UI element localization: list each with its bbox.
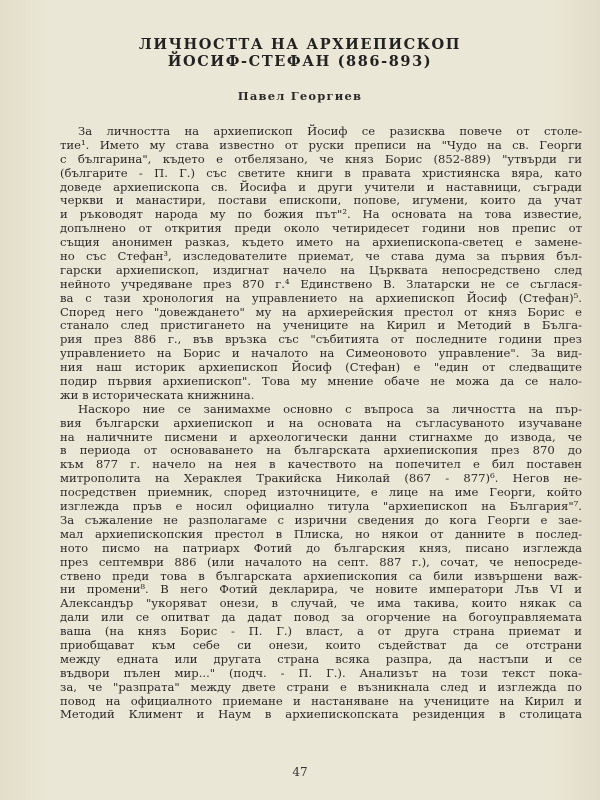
article-title-line-1: ЛИЧНОСТТА НА АРХИЕПИСКОП — [138, 36, 462, 53]
article-body — [60, 125, 582, 722]
text-line: митрополита на Хераклея Тракийска Николай (867 - 877)⁶. Негов не- — [60, 471, 582, 486]
text-line: Александър "укоряват онези, в случай, че има такива, които някак са — [60, 596, 582, 611]
text-line: рия през 886 г., във връзка със "събитията от последните години през — [60, 332, 582, 347]
text-line: доведе архиепископа св. Йосифа и други учители и наставници, съгради — [60, 179, 582, 194]
article-author: Павел Георгиев — [237, 89, 363, 103]
text-line: изглежда пръв е носил официално титула "архиепископ на България"⁷. — [60, 499, 582, 514]
text-line: ваша (на княз Борис - П. Г.) власт, а от друга страна приемат и — [60, 624, 582, 639]
text-line: Наскоро ние се занимахме основно с въпроса за личността на пър- — [78, 401, 582, 416]
text-line: гарски архиепископ, издигнат начело на Църквата непосредствено след — [60, 262, 582, 277]
text-line: жи в историческата книжнина. — [60, 387, 255, 402]
text-line: ния наш историк архиепископ Йосиф (Стефан) е "един от следващите — [60, 360, 582, 375]
text-line: управлението на Борис и началото на Симеоновото управление". За вид- — [60, 346, 582, 361]
text-line: мал архиепископския престол в Плиска, но някои от данните в послед- — [60, 526, 582, 541]
text-line: черкви и манастири, постави епископи, попове, игумени, които да учат — [60, 193, 582, 208]
page-number: 47 — [292, 765, 308, 779]
text-line: повод на официалното приемане и настаняване на учениците на Кирил и — [60, 693, 582, 708]
text-line: Методий Климент и Наум в архиепископската резиденция в столицата — [60, 707, 582, 722]
article-title-line-2: ЙОСИФ-СТЕФАН (886-893) — [167, 53, 433, 70]
text-line: приобщават към себе си онези, които съдействат да се отстрани — [60, 637, 582, 652]
text-line: ни промени⁸. В него Фотий декларира, че новите императори Лъв VI и — [60, 582, 582, 597]
text-line: към 877 г. начело на нея в качеството на попечител е бил поставен — [60, 457, 582, 472]
text-line: на наличните писмени и археологически данни стигнахме до извода, че — [60, 429, 582, 444]
text-line: допълнено от открития преди около четиридесет години нов препис от — [60, 221, 582, 236]
text-line: за, че "разпрата" между двете страни е възникнала след и изглежда по — [60, 679, 582, 694]
text-line: въдвори пълен мир..." (подч. - П. Г.). Анализът на този текст пока- — [60, 665, 582, 680]
text-line: с българина", където е отбелязано, че княз Борис (852-889) "утвърди ги — [60, 151, 582, 166]
text-line: станало след пристигането на учениците на Кирил и Методий в Бълга- — [60, 318, 582, 333]
text-line: в периода от основаването на българската архиепископия през 870 до — [60, 443, 582, 458]
text-line: ва с тази хронология на управлението на архиепископ Йосиф (Стефан)⁵. — [60, 290, 582, 305]
text-line: между едната или другата страна всяка разпра, да настъпи и се — [60, 651, 582, 666]
text-line: и ръководят народа му по божия път"². На основата на това известие, — [60, 207, 582, 222]
text-line: За съжаление не разполагаме с изрични сведения до кога Георги е зае- — [60, 512, 582, 527]
text-line: вия български архиепископ и на основата на съгласуваното изучаване — [60, 415, 582, 430]
text-line: посредствен приемник, според източниците, е лице на име Георги, който — [60, 485, 582, 500]
text-line: ното писмо на патриарх Фотий до българския княз, писано изглежда — [60, 540, 582, 555]
text-line: подир първия архиепископ". Това му мнение обаче не можа да се нало- — [60, 374, 582, 389]
text-line: нейното учредяване през 870 г.⁴ Единствено В. Златарски не се съглася- — [60, 276, 582, 291]
text-line: За личността на архиепископ Йосиф се разисква повече от столе- — [78, 124, 582, 138]
text-line: през септември 886 (или началото на септ. 887 г.), сочат, че непосреде- — [60, 554, 582, 569]
text-line: но със Стефан³, изследователите приемат, че става дума за първия бъл- — [60, 249, 582, 264]
text-line: тие¹. Името му става известно от руски преписи на "Чудо на св. Георги — [60, 137, 582, 152]
text-line: същия анонимен разказ, където името на архиепископа-светец е замене- — [60, 235, 582, 250]
text-line: Според него "довеждането" му на архиерейския престол от княз Борис е — [60, 304, 582, 319]
text-line: ствено преди това в българската архиепископия са били извършени важ- — [60, 568, 582, 583]
text-line: дали или се опитват да дадат повод за огорчение на богоуправляемата — [60, 610, 582, 625]
text-line: (българите - П. Г.) със светите книги в правата християнска вяра, като — [60, 165, 582, 180]
